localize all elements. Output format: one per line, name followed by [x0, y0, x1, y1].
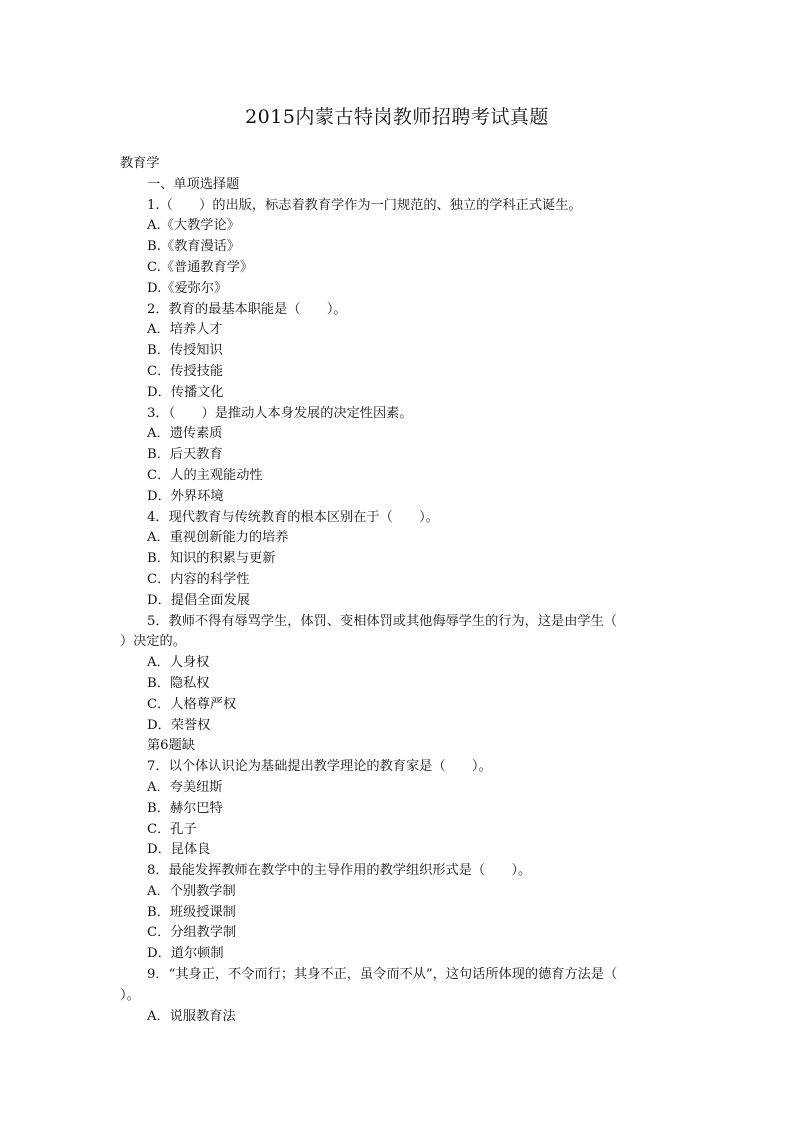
text-line: B.《教育漫话》 [147, 239, 241, 255]
text-line: 1.（ ）的出版，标志着教育学作为一门规范的、独立的学科正式诞生。 [147, 197, 582, 213]
text-line: ）决定的。 [120, 634, 186, 650]
text-line: 5．教师不得有辱骂学生，体罚、变相体罚或其他侮辱学生的行为，这是由学生（ [147, 613, 617, 629]
text-line: C.《普通教育学》 [147, 259, 254, 275]
text-line: A．说服教育法 [147, 1008, 236, 1024]
text-line: B．知识的积累与更新 [147, 551, 276, 567]
text-line: C．传授技能 [147, 363, 224, 379]
text-line: C．孔子 [147, 821, 197, 837]
text-line: B．传授知识 [147, 343, 223, 359]
document-body [120, 154, 660, 1027]
text-line: D．传播文化 [147, 384, 224, 400]
text-line: D．外界环境 [147, 488, 224, 504]
text-line: C．人格尊严权 [147, 696, 237, 712]
text-line: 2．教育的最基本职能是（ ）。 [147, 301, 347, 317]
document-title: 2015内蒙古特岗教师招聘考试真题 [245, 106, 549, 128]
text-line: B．赫尔巴特 [147, 800, 223, 816]
text-line: D．昆体良 [147, 842, 211, 858]
text-line: 第6题缺 [147, 738, 195, 754]
text-line: 教育学 [120, 156, 160, 171]
text-line: D．荣誉权 [147, 717, 211, 733]
text-line: 7．以个体认识论为基础提出教学理论的教育家是（ ）。 [147, 759, 492, 775]
text-line: A．人身权 [147, 655, 210, 671]
text-line: C．人的主观能动性 [147, 467, 263, 483]
text-line: ）。 [120, 987, 140, 1003]
text-line: 一、单项选择题 [147, 176, 240, 192]
text-line: D.《爱弥尔》 [147, 280, 228, 296]
text-line: A．培养人才 [147, 322, 223, 338]
text-line: A．个别教学制 [147, 883, 236, 899]
text-line: C．内容的科学性 [147, 571, 250, 587]
text-line: 4．现代教育与传统教育的根本区别在于（ ）。 [147, 509, 439, 525]
text-line: 8．最能发挥教师在教学中的主导作用的教学组织形式是（ ）。 [147, 863, 532, 879]
text-line: A．重视创新能力的培养 [147, 530, 289, 546]
text-line: A.《大教学论》 [147, 218, 240, 234]
text-line: A．夸美纽斯 [147, 779, 223, 795]
text-line: D．提倡全面发展 [147, 592, 250, 608]
text-line: B．后天教育 [147, 447, 223, 463]
text-line: B．班级授课制 [147, 904, 236, 920]
text-line: D．道尔顿制 [147, 946, 224, 962]
text-line: 9．“其身正，不令而行；其身不正，虽令而不从”，这句话所体现的德育方法是（ [147, 967, 618, 983]
text-line: A．遗传素质 [147, 426, 223, 442]
text-line: 3．（ ）是推动人本身发展的决定性因素。 [147, 405, 413, 421]
text-line: B．隐私权 [147, 675, 210, 691]
text-line: C．分组教学制 [147, 925, 237, 941]
